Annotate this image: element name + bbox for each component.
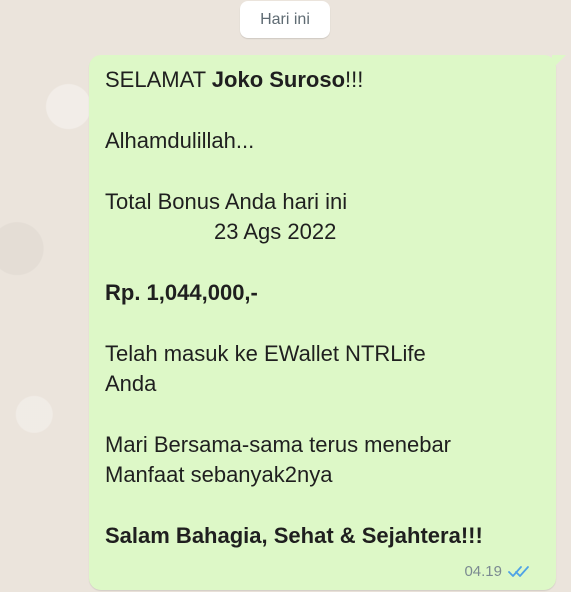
- closing-line: Salam Bahagia, Sehat & Sejahtera!!!: [105, 523, 483, 548]
- message-spacer: [105, 490, 535, 521]
- share-line-1: Mari Bersama-sama terus menebar: [105, 432, 452, 457]
- date-separator-label: Hari ini: [260, 11, 310, 28]
- message-spacer: [105, 308, 535, 339]
- message-spacer: [105, 156, 535, 187]
- share-line-2: Manfaat sebanyak2nya: [105, 462, 333, 487]
- bonus-amount-line: Rp. 1,044,000,-: [105, 280, 258, 305]
- ewallet-line-1: Telah masuk ke EWallet NTRLife: [105, 341, 426, 366]
- alhamdulillah-line: Alhamdulillah...: [105, 128, 255, 153]
- greeting-prefix: SELAMAT: [105, 67, 212, 92]
- greeting-suffix: !!!: [345, 67, 364, 92]
- ewallet-line-2: Anda: [105, 371, 157, 396]
- greeting-line: [105, 65, 535, 95]
- message-spacer: [105, 247, 535, 278]
- double-check-icon: [508, 565, 532, 579]
- message-spacer: [105, 95, 535, 126]
- message-spacer: [105, 399, 535, 430]
- message-text: [105, 65, 535, 551]
- bonus-title-line: Total Bonus Anda hari ini: [105, 189, 348, 214]
- message-meta: [464, 563, 532, 580]
- date-separator: [240, 1, 330, 38]
- message-bubble[interactable]: [89, 55, 556, 590]
- message-time: 04.19: [464, 563, 502, 580]
- bonus-date-line: 23 Ags 2022: [214, 219, 337, 244]
- recipient-name: Joko Suroso: [211, 67, 346, 92]
